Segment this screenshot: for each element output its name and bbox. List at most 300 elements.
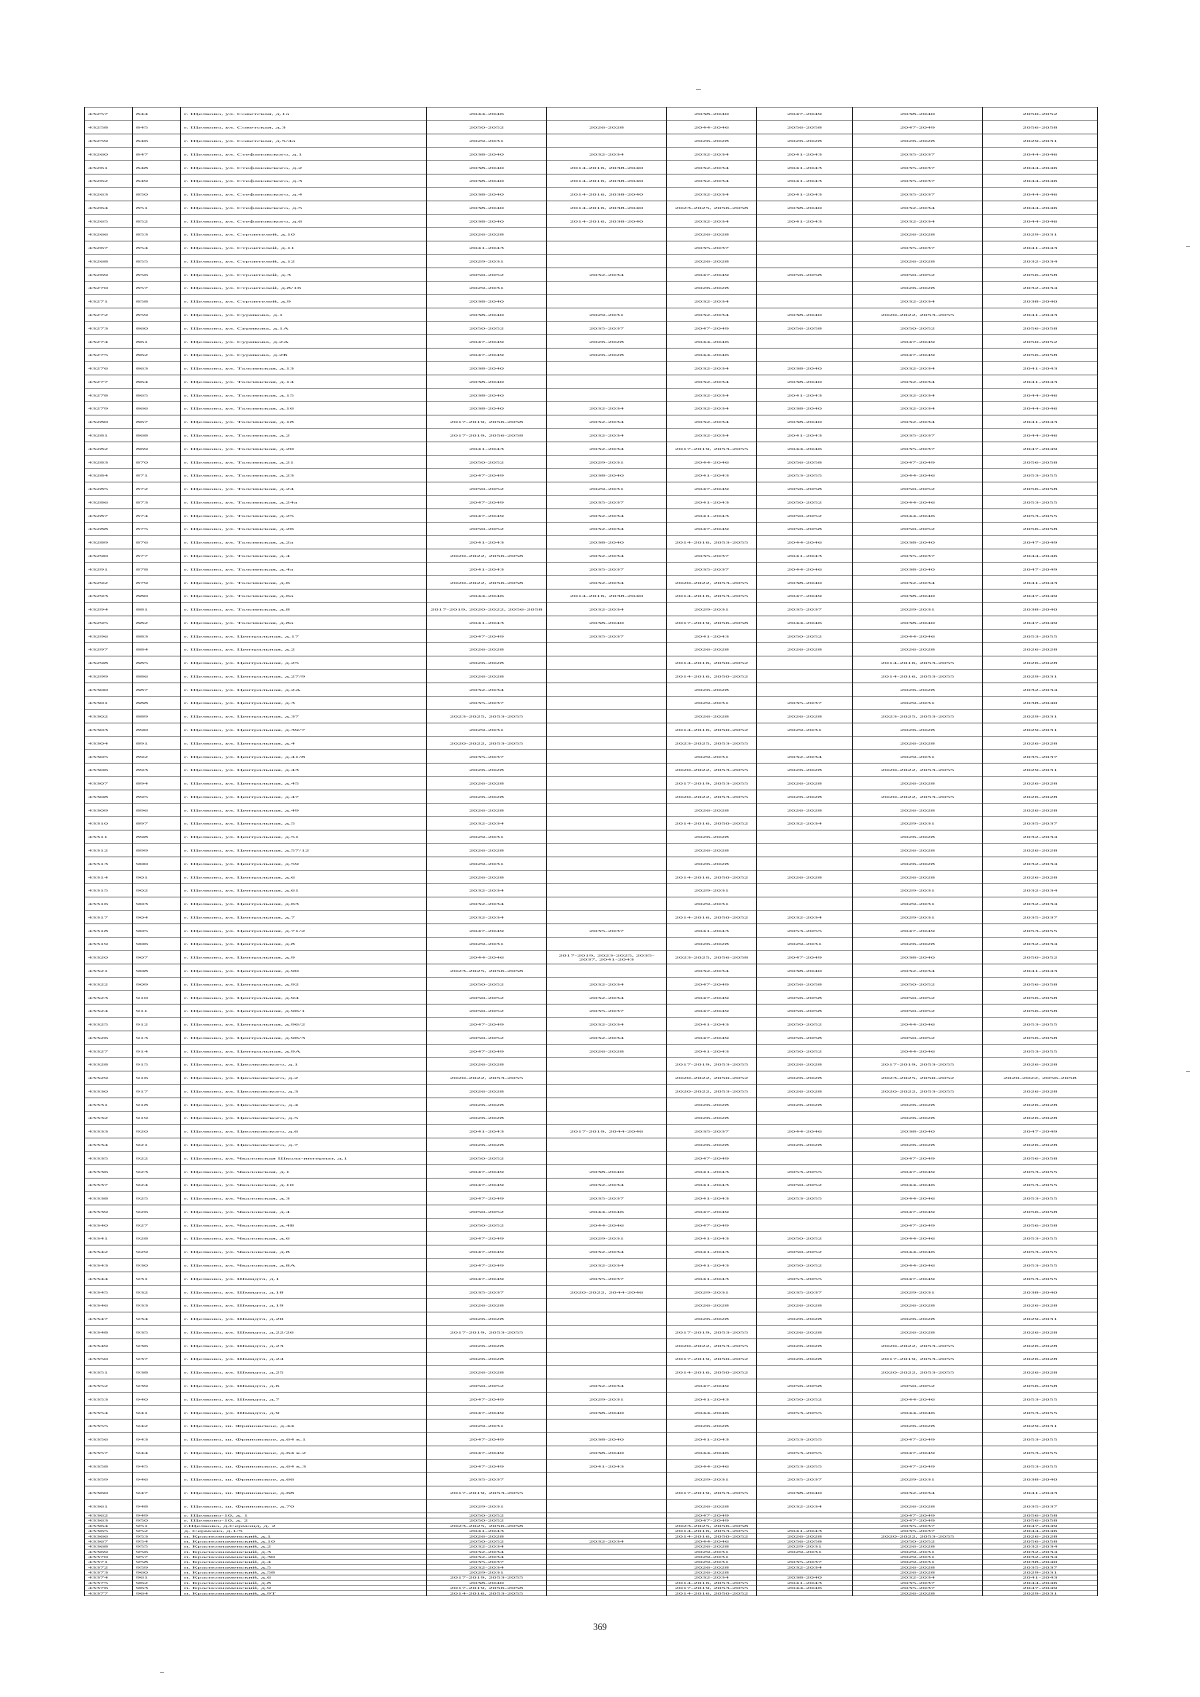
- period-col-3-cell: 2041-2043: [667, 629, 757, 642]
- period-col-6-cell: 2053-2055: [983, 1259, 1098, 1272]
- period-col-3-cell: 2035-2037: [667, 1125, 757, 1138]
- period-col-4-cell: 2050-2052: [757, 1018, 853, 1031]
- period-col-4-cell: [757, 228, 853, 241]
- table-row: [85, 1058, 1098, 1071]
- row-number-cell: 881: [133, 603, 181, 616]
- period-col-4-cell: 2026-2028: [757, 134, 853, 147]
- period-col-4-cell: [757, 348, 853, 361]
- row-id-cell: 43369: [85, 1549, 133, 1554]
- period-col-4-cell: 2026-2028: [757, 1325, 853, 1338]
- row-id-cell: 43340: [85, 1218, 133, 1231]
- period-col-2-cell: [547, 375, 667, 388]
- period-col-6-cell: 2053-2055: [983, 1392, 1098, 1405]
- period-col-5-cell: 2029-2031: [853, 603, 983, 616]
- period-col-5-cell: 2023-2025, 2050-2052: [853, 1071, 983, 1084]
- period-col-3-cell: 2029-2031: [667, 1285, 757, 1298]
- row-number-cell: 869: [133, 442, 181, 455]
- address-cell: г. Щелково, ул. Талсинская, д.23: [181, 469, 427, 482]
- address-cell: п. Краснознаменский, д.4: [181, 1560, 427, 1565]
- period-col-1-cell: 2026-2028: [427, 1352, 547, 1365]
- row-number-cell: 856: [133, 268, 181, 281]
- row-id-cell: 43286: [85, 495, 133, 508]
- address-cell: г. Щелково, ул. Чкаловская, д.3: [181, 1192, 427, 1205]
- table-row: [85, 295, 1098, 308]
- row-number-cell: 929: [133, 1245, 181, 1258]
- table-row: [85, 134, 1098, 147]
- period-col-4-cell: [757, 1591, 853, 1596]
- address-cell: г. Щелково, ул. Центральная, д.9: [181, 951, 427, 964]
- period-col-1-cell: 2050-2052: [427, 1379, 547, 1392]
- period-col-4-cell: 2035-2037: [757, 1473, 853, 1486]
- row-number-cell: 958: [133, 1560, 181, 1565]
- period-col-6-cell: 2029-2031: [983, 1570, 1098, 1575]
- address-cell: г. Щелково, ул. Шмидта, д.9: [181, 1406, 427, 1419]
- period-col-3-cell: 2026-2028: [667, 1312, 757, 1325]
- address-cell: г. Щелково, ул. Центральная, д.3: [181, 696, 427, 709]
- period-col-1-cell: 2017-2019, 2053-2055: [427, 1325, 547, 1338]
- period-col-4-cell: 2038-2040: [757, 1486, 853, 1499]
- table-row: [85, 442, 1098, 455]
- period-col-3-cell: 2041-2043: [667, 1044, 757, 1057]
- table-row: [85, 870, 1098, 883]
- period-col-4-cell: 2038-2040: [757, 576, 853, 589]
- table-row: [85, 1473, 1098, 1486]
- period-col-4-cell: 2044-2046: [757, 536, 853, 549]
- period-col-5-cell: 2029-2031: [853, 750, 983, 763]
- period-col-2-cell: 2044-2046: [547, 1218, 667, 1231]
- period-col-6-cell: 2053-2055: [983, 1018, 1098, 1031]
- table-row: [85, 790, 1098, 803]
- period-col-1-cell: 2050-2052: [427, 1205, 547, 1218]
- period-col-6-cell: 2026-2028: [983, 643, 1098, 656]
- period-col-5-cell: 2020-2022, 2053-2055: [853, 790, 983, 803]
- row-number-cell: 858: [133, 295, 181, 308]
- period-col-1-cell: 2050-2052: [427, 1539, 547, 1544]
- period-col-2-cell: [547, 803, 667, 816]
- period-col-2-cell: [547, 1312, 667, 1325]
- period-col-5-cell: 2047-2049: [853, 1513, 983, 1518]
- row-id-cell: 43273: [85, 321, 133, 334]
- period-col-6-cell: 2053-2055: [983, 629, 1098, 642]
- row-number-cell: 938: [133, 1366, 181, 1379]
- period-col-2-cell: 2014-2016, 2038-2040: [547, 174, 667, 187]
- address-cell: г. Щелково, ул. Талсинская, д.20: [181, 442, 427, 455]
- period-col-6-cell: 2044-2046: [983, 214, 1098, 227]
- address-cell: г. Щелково, ул. Шмидта, д.7: [181, 1392, 427, 1405]
- period-col-1-cell: 2032-2034: [427, 897, 547, 910]
- period-col-4-cell: [757, 241, 853, 254]
- row-number-cell: 862: [133, 348, 181, 361]
- period-col-2-cell: [547, 723, 667, 736]
- period-col-6-cell: 2026-2028: [983, 1366, 1098, 1379]
- period-col-3-cell: 2047-2049: [667, 268, 757, 281]
- row-id-cell: 43257: [85, 107, 133, 120]
- period-col-1-cell: 2047-2049: [427, 1245, 547, 1258]
- period-col-4-cell: 2035-2037: [757, 696, 853, 709]
- period-col-5-cell: 2026-2028: [853, 1565, 983, 1570]
- period-col-3-cell: 2020-2022, 2053-2055: [667, 790, 757, 803]
- period-col-5-cell: 2029-2031: [853, 1285, 983, 1298]
- period-col-4-cell: 2038-2040: [757, 1575, 853, 1580]
- period-col-6-cell: 2026-2028: [983, 1352, 1098, 1365]
- period-col-2-cell: 2035-2037: [547, 1192, 667, 1205]
- period-col-6-cell: 2032-2034: [983, 683, 1098, 696]
- row-id-cell: 43337: [85, 1178, 133, 1191]
- period-col-3-cell: 2032-2034: [667, 415, 757, 428]
- period-col-6-cell: 2056-2058: [983, 1205, 1098, 1218]
- period-col-5-cell: 2035-2037: [853, 1523, 983, 1528]
- period-col-1-cell: 2023-2025, 2056-2058: [427, 964, 547, 977]
- period-col-5-cell: 2026-2028: [853, 1325, 983, 1338]
- period-col-5-cell: 2032-2034: [853, 214, 983, 227]
- period-col-6-cell: 2053-2055: [983, 1165, 1098, 1178]
- period-col-1-cell: 2032-2034: [427, 884, 547, 897]
- period-col-4-cell: 2035-2037: [757, 1560, 853, 1565]
- period-col-5-cell: 2026-2028: [853, 803, 983, 816]
- period-col-3-cell: 2038-2040: [667, 107, 757, 120]
- period-col-5-cell: 2032-2034: [853, 295, 983, 308]
- row-id-cell: 43373: [85, 1570, 133, 1575]
- period-col-1-cell: 2026-2028: [427, 870, 547, 883]
- row-number-cell: 930: [133, 1259, 181, 1272]
- row-id-cell: 43258: [85, 121, 133, 134]
- period-col-3-cell: 2041-2043: [667, 509, 757, 522]
- row-number-cell: 880: [133, 589, 181, 602]
- period-col-3-cell: 2047-2049: [667, 522, 757, 535]
- period-col-3-cell: 2020-2022, 2053-2055: [667, 1084, 757, 1097]
- period-col-4-cell: [757, 857, 853, 870]
- period-col-1-cell: 2032-2034: [427, 1554, 547, 1559]
- table-row: [85, 107, 1098, 120]
- row-id-cell: 43304: [85, 736, 133, 749]
- row-id-cell: 43362: [85, 1513, 133, 1518]
- address-cell: г. Щелково, ул. Шмидта, д.24: [181, 1352, 427, 1365]
- period-col-1-cell: 2050-2052: [427, 455, 547, 468]
- period-col-6-cell: 2056-2058: [983, 1004, 1098, 1017]
- address-cell: п. Краснознаменский, д.10: [181, 1539, 427, 1544]
- period-col-6-cell: 2026-2028: [983, 1138, 1098, 1151]
- row-number-cell: 888: [133, 696, 181, 709]
- row-id-cell: 43282: [85, 442, 133, 455]
- period-col-5-cell: 2044-2046: [853, 1259, 983, 1272]
- period-col-1-cell: 2038-2040: [427, 1580, 547, 1585]
- period-col-4-cell: 2056-2058: [757, 1004, 853, 1017]
- period-col-2-cell: [547, 870, 667, 883]
- period-col-1-cell: 2029-2031: [427, 723, 547, 736]
- period-col-3-cell: 2044-2046: [667, 335, 757, 348]
- address-cell: г. Щелково, ул. Циолковского, д.1: [181, 1058, 427, 1071]
- row-number-cell: 890: [133, 723, 181, 736]
- row-number-cell: 911: [133, 1004, 181, 1017]
- period-col-3-cell: 2047-2049: [667, 482, 757, 495]
- row-number-cell: 924: [133, 1178, 181, 1191]
- period-col-5-cell: 2032-2034: [853, 201, 983, 214]
- period-col-6-cell: 2035-2037: [983, 750, 1098, 763]
- period-col-1-cell: 2029-2031: [427, 937, 547, 950]
- period-col-6-cell: 2029-2031: [983, 134, 1098, 147]
- address-cell: г. Щелково, ул. Циолковского, д.2: [181, 1071, 427, 1084]
- period-col-2-cell: [547, 710, 667, 723]
- period-col-6-cell: 2056-2058: [983, 1031, 1098, 1044]
- address-cell: г. Щелково, ул. Талсинская, д.26: [181, 522, 427, 535]
- period-col-3-cell: 2023-2025, 2056-2058: [667, 201, 757, 214]
- period-col-3-cell: 2020-2022, 2053-2055: [667, 763, 757, 776]
- period-col-4-cell: 2056-2058: [757, 977, 853, 990]
- period-col-6-cell: 2047-2049: [983, 616, 1098, 629]
- address-cell: г. Щелково, ул. Шмидта, д.1: [181, 1272, 427, 1285]
- period-col-3-cell: 2047-2049: [667, 1518, 757, 1523]
- period-col-4-cell: 2026-2028: [757, 777, 853, 790]
- period-col-2-cell: 2029-2031: [547, 482, 667, 495]
- period-col-2-cell: [547, 362, 667, 375]
- period-col-6-cell: 2053-2055: [983, 1044, 1098, 1057]
- period-col-2-cell: 2035-2037: [547, 495, 667, 508]
- row-number-cell: 949: [133, 1513, 181, 1518]
- period-col-6-cell: 2026-2028: [983, 1058, 1098, 1071]
- row-number-cell: 913: [133, 1031, 181, 1044]
- period-col-1-cell: 2047-2049: [427, 1433, 547, 1446]
- row-number-cell: 918: [133, 1098, 181, 1111]
- period-col-6-cell: 2038-2040: [983, 295, 1098, 308]
- period-col-5-cell: 2020-2022, 2053-2055: [853, 763, 983, 776]
- address-cell: г. Щелково, ул. Центральная, д.37: [181, 710, 427, 723]
- period-col-1-cell: 2050-2052: [427, 1031, 547, 1044]
- period-col-5-cell: 2026-2028: [853, 1312, 983, 1325]
- period-col-4-cell: 2053-2055: [757, 924, 853, 937]
- period-col-1-cell: 2047-2049: [427, 509, 547, 522]
- period-col-5-cell: 2050-2052: [853, 1031, 983, 1044]
- period-col-4-cell: 2026-2028: [757, 1339, 853, 1352]
- address-cell: г. Щелково, ул. Шмидта, д.22/26: [181, 1325, 427, 1338]
- period-col-5-cell: 2032-2034: [853, 415, 983, 428]
- period-col-6-cell: 2038-2040: [983, 1560, 1098, 1565]
- period-col-4-cell: 2038-2040: [757, 964, 853, 977]
- address-cell: г. Щелково, ул. Шмидта, д.23: [181, 1339, 427, 1352]
- table-row: [85, 1352, 1098, 1365]
- period-col-1-cell: 2026-2028: [427, 790, 547, 803]
- period-col-2-cell: 2035-2037: [547, 1004, 667, 1017]
- period-col-4-cell: [757, 295, 853, 308]
- period-col-2-cell: [547, 736, 667, 749]
- scan-artifact-mark: [160, 1672, 164, 1673]
- address-cell: г. Щелково, ул. Центральная, д.96/1: [181, 1004, 427, 1017]
- period-col-6-cell: 2044-2046: [983, 188, 1098, 201]
- row-id-cell: 43345: [85, 1285, 133, 1298]
- period-col-1-cell: 2035-2037: [427, 750, 547, 763]
- period-col-1-cell: 2047-2049: [427, 1406, 547, 1419]
- period-col-1-cell: 2038-2040: [427, 214, 547, 227]
- row-id-cell: 43277: [85, 375, 133, 388]
- period-col-6-cell: 2038-2040: [983, 696, 1098, 709]
- row-number-cell: 894: [133, 777, 181, 790]
- period-col-5-cell: 2026-2028: [853, 228, 983, 241]
- row-number-cell: 951: [133, 1523, 181, 1528]
- period-col-6-cell: 2026-2028: [983, 844, 1098, 857]
- period-col-1-cell: 2050-2052: [427, 1513, 547, 1518]
- period-col-3-cell: 2014-2016, 2050-2052: [667, 656, 757, 669]
- period-col-3-cell: 2032-2034: [667, 388, 757, 401]
- row-id-cell: 43331: [85, 1098, 133, 1111]
- period-col-5-cell: 2047-2049: [853, 335, 983, 348]
- period-col-4-cell: 2053-2055: [757, 1165, 853, 1178]
- period-col-4-cell: 2044-2046: [757, 1585, 853, 1590]
- row-id-cell: 43329: [85, 1071, 133, 1084]
- period-col-1-cell: 2047-2049: [427, 469, 547, 482]
- address-cell: г. Щелково, ул. Центральная, д.51: [181, 830, 427, 843]
- address-cell: г. Щелково, ул. Стефановского, д.2: [181, 161, 427, 174]
- period-col-2-cell: [547, 910, 667, 923]
- period-col-3-cell: 2032-2034: [667, 295, 757, 308]
- period-col-4-cell: 2056-2058: [757, 991, 853, 1004]
- row-number-cell: 964: [133, 1591, 181, 1596]
- period-col-4-cell: 2041-2043: [757, 1528, 853, 1533]
- row-id-cell: 43352: [85, 1379, 133, 1392]
- period-col-5-cell: 2035-2037: [853, 442, 983, 455]
- row-id-cell: 43278: [85, 388, 133, 401]
- period-col-2-cell: 2035-2037: [547, 629, 667, 642]
- period-col-5-cell: 2026-2028: [853, 857, 983, 870]
- period-col-6-cell: 2029-2031: [983, 669, 1098, 682]
- period-col-2-cell: 2032-2034: [547, 1539, 667, 1544]
- period-col-1-cell: 2026-2028: [427, 844, 547, 857]
- address-cell: г. Щелково, ул. Талсинская, д.16: [181, 402, 427, 415]
- address-cell: г. Щелково, ул. Талсинская, д.4а: [181, 562, 427, 575]
- period-col-6-cell: 2032-2034: [983, 897, 1098, 910]
- row-number-cell: 945: [133, 1459, 181, 1472]
- period-col-5-cell: 2044-2046: [853, 509, 983, 522]
- period-col-4-cell: 2038-2040: [757, 362, 853, 375]
- table-row: [85, 241, 1098, 254]
- period-col-5-cell: 2050-2052: [853, 991, 983, 1004]
- period-col-2-cell: 2035-2037: [547, 1272, 667, 1285]
- table-row: [85, 254, 1098, 267]
- row-id-cell: 43271: [85, 295, 133, 308]
- table-row: [85, 1419, 1098, 1432]
- period-col-5-cell: 2047-2049: [853, 1518, 983, 1523]
- period-col-2-cell: [547, 281, 667, 294]
- period-col-6-cell: 2047-2049: [983, 536, 1098, 549]
- period-col-4-cell: 2029-2031: [757, 1549, 853, 1554]
- period-col-5-cell: 2044-2046: [853, 1232, 983, 1245]
- address-cell: п. Краснознаменский, д.6: [181, 1575, 427, 1580]
- table-row: [85, 817, 1098, 830]
- row-id-cell: 43361: [85, 1499, 133, 1512]
- row-id-cell: 43300: [85, 683, 133, 696]
- table-row: [85, 1392, 1098, 1405]
- row-id-cell: 43285: [85, 482, 133, 495]
- period-col-1-cell: 2041-2043: [427, 442, 547, 455]
- address-cell: г. Щелково, ул. Циолковского, д.5: [181, 1111, 427, 1124]
- period-col-5-cell: 2029-2031: [853, 1473, 983, 1486]
- period-col-5-cell: 2032-2034: [853, 388, 983, 401]
- period-col-6-cell: 2056-2058: [983, 1379, 1098, 1392]
- period-col-5-cell: 2014-2016, 2053-2055: [853, 669, 983, 682]
- period-col-6-cell: 2041-2043: [983, 415, 1098, 428]
- period-col-1-cell: 2038-2040: [427, 174, 547, 187]
- period-col-6-cell: 2050-2052: [983, 107, 1098, 120]
- period-col-2-cell: 2014-2016, 2038-2040: [547, 201, 667, 214]
- row-number-cell: 923: [133, 1165, 181, 1178]
- address-cell: г. Щелково, ул. Центральная, д.5: [181, 817, 427, 830]
- table-row: [85, 1178, 1098, 1191]
- period-col-3-cell: 2044-2046: [667, 455, 757, 468]
- period-col-5-cell: 2026-2028: [853, 1570, 983, 1575]
- period-col-6-cell: 2035-2037: [983, 1565, 1098, 1570]
- address-cell: г. Щелково, ш. Фряновское, д.64 к.1: [181, 1433, 427, 1446]
- address-cell: г. Щелково, ул. Советская, д.1а: [181, 107, 427, 120]
- address-cell: г. Щелково, ул. Строителей, д.10: [181, 228, 427, 241]
- table-row: [85, 830, 1098, 843]
- period-col-5-cell: 2026-2028: [853, 254, 983, 267]
- table-row: [85, 1232, 1098, 1245]
- period-col-3-cell: 2047-2049: [667, 1218, 757, 1231]
- address-cell: г. Щелково, ул. Талсинская, д.2а: [181, 536, 427, 549]
- period-col-4-cell: 2056-2058: [757, 1539, 853, 1544]
- period-col-4-cell: 2026-2028: [757, 870, 853, 883]
- table-row: [85, 281, 1098, 294]
- period-col-3-cell: 2047-2049: [667, 1004, 757, 1017]
- period-col-6-cell: 2041-2043: [983, 362, 1098, 375]
- period-col-6-cell: 2038-2040: [983, 603, 1098, 616]
- row-number-cell: 871: [133, 469, 181, 482]
- period-col-6-cell: 2026-2028: [983, 1325, 1098, 1338]
- period-col-4-cell: 2035-2037: [757, 1285, 853, 1298]
- period-col-5-cell: 2020-2022, 2053-2055: [853, 1534, 983, 1539]
- row-id-cell: 43301: [85, 696, 133, 709]
- table-row: [85, 924, 1098, 937]
- period-col-3-cell: 2029-2031: [667, 750, 757, 763]
- period-col-3-cell: 2014-2016, 2050-2052: [667, 1534, 757, 1539]
- table-row: [85, 268, 1098, 281]
- row-id-cell: 43368: [85, 1544, 133, 1549]
- period-col-5-cell: 2026-2028: [853, 1138, 983, 1151]
- period-col-1-cell: 2026-2028: [427, 1084, 547, 1097]
- row-id-cell: 43303: [85, 723, 133, 736]
- row-id-cell: 43263: [85, 188, 133, 201]
- period-col-6-cell: 2029-2031: [983, 710, 1098, 723]
- period-col-6-cell: 2029-2031: [983, 1591, 1098, 1596]
- row-number-cell: 925: [133, 1192, 181, 1205]
- period-col-6-cell: 2056-2058: [983, 121, 1098, 134]
- table-row: [85, 589, 1098, 602]
- period-col-3-cell: 2029-2031: [667, 1560, 757, 1565]
- period-col-2-cell: [547, 388, 667, 401]
- period-col-5-cell: 2044-2046: [853, 1406, 983, 1419]
- row-number-cell: 886: [133, 669, 181, 682]
- table-row: [85, 482, 1098, 495]
- period-col-4-cell: 2056-2058: [757, 268, 853, 281]
- row-id-cell: 43261: [85, 161, 133, 174]
- period-col-6-cell: 2032-2034: [983, 281, 1098, 294]
- period-col-1-cell: 2038-2040: [427, 362, 547, 375]
- row-id-cell: 43276: [85, 362, 133, 375]
- period-col-5-cell: 2047-2049: [853, 1272, 983, 1285]
- period-col-3-cell: 2035-2037: [667, 562, 757, 575]
- period-col-4-cell: 2041-2043: [757, 174, 853, 187]
- period-col-2-cell: [547, 1299, 667, 1312]
- period-col-4-cell: [757, 1419, 853, 1432]
- period-col-1-cell: 2026-2028: [427, 669, 547, 682]
- row-id-cell: 43321: [85, 964, 133, 977]
- period-col-2-cell: 2014-2016, 2038-2040: [547, 214, 667, 227]
- row-number-cell: 859: [133, 308, 181, 321]
- row-id-cell: 43367: [85, 1539, 133, 1544]
- table-row: [85, 683, 1098, 696]
- period-col-4-cell: 2026-2028: [757, 803, 853, 816]
- period-col-6-cell: 2053-2055: [983, 469, 1098, 482]
- period-col-2-cell: 2026-2028: [547, 348, 667, 361]
- period-col-3-cell: 2032-2034: [667, 214, 757, 227]
